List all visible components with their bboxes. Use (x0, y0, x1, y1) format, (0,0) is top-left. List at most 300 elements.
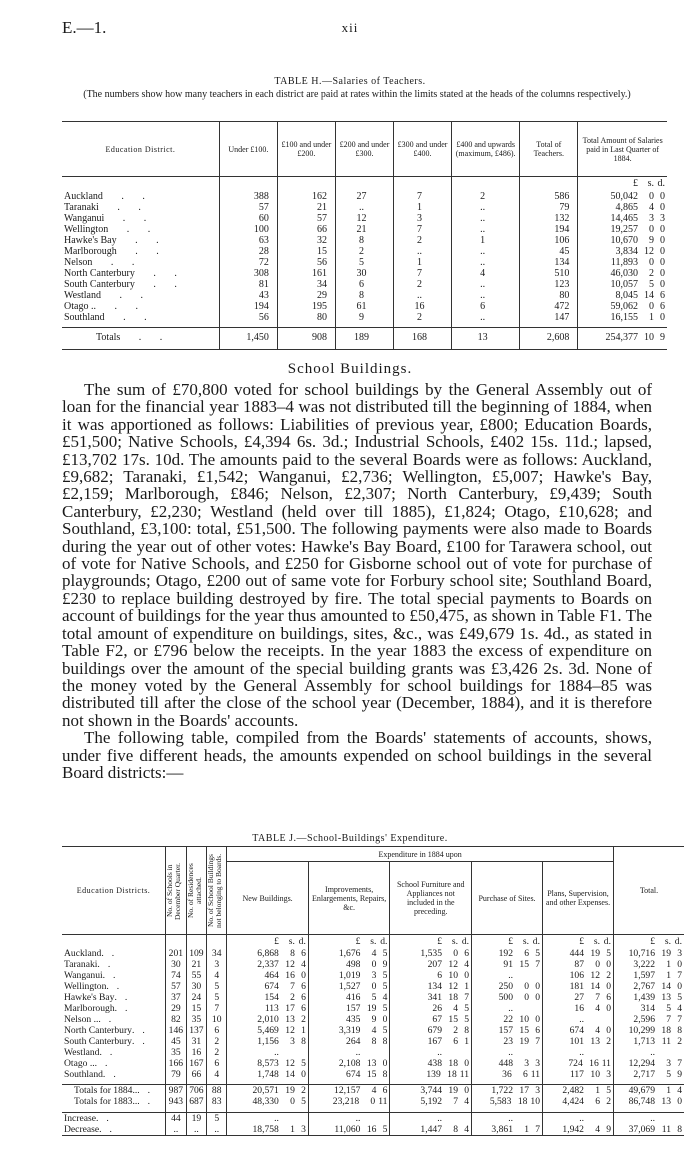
pence: 5 (382, 947, 388, 959)
pounds: 139 (426, 1068, 441, 1080)
table-h-note: (The numbers show how many teachers in each district are paid at rates within the limits stated at the heads of the columns respectively.) (83, 89, 631, 100)
pounds: 5,192 (420, 1096, 443, 1107)
money-e (543, 1014, 614, 1025)
shillings: 18 (661, 1024, 671, 1036)
cell-c2: 29 (277, 290, 335, 301)
shillings (445, 1113, 458, 1124)
cell-c4: 168 (394, 328, 452, 350)
amount-pence: 9 (660, 332, 665, 343)
pounds: .. (579, 1112, 584, 1124)
money-t (613, 1058, 684, 1069)
shillings: 16 (589, 1057, 599, 1069)
pence: 3 (606, 1068, 611, 1080)
shillings: 6 (453, 1035, 459, 1047)
pounds: .. (355, 1046, 361, 1058)
money-d (472, 1112, 543, 1124)
pence: 3 (535, 1085, 540, 1096)
table-j-totals-row (62, 1096, 684, 1107)
header-text: No. of Residences attached. (185, 863, 203, 918)
amount-shillings: 0 (649, 256, 654, 268)
count-n2: .. (186, 1124, 207, 1136)
pounds: 12,294 (628, 1057, 655, 1069)
money-b (308, 1014, 390, 1025)
count-n2: 21 (186, 959, 207, 970)
money-e (543, 970, 614, 981)
pence: 6 (382, 1085, 388, 1096)
unit-s: s. (370, 935, 377, 947)
unit-d: d. (657, 178, 665, 190)
count-n3: 5 (207, 992, 227, 1003)
table-j-row (62, 948, 684, 959)
money-b (308, 1058, 390, 1069)
unit-s: s. (647, 178, 654, 190)
pence: 0 (606, 980, 611, 992)
leader-dots: .. (137, 1085, 159, 1096)
table-j-header-4: New Buildings. (227, 862, 309, 935)
amount-cell (578, 213, 667, 224)
pence: 2 (606, 1096, 611, 1107)
district-name (62, 213, 219, 224)
count-n3: 34 (207, 948, 227, 959)
count-n1: 79 (166, 1069, 187, 1080)
shillings: 16 (366, 1123, 377, 1135)
district-name (62, 235, 219, 246)
pence: 11 (459, 1068, 470, 1080)
cell-c5: .. (452, 246, 520, 257)
leader-dots: .. (97, 958, 119, 970)
shillings: 8 (371, 1035, 377, 1047)
cell-total: 106 (520, 235, 578, 246)
table-j-header-8: Plans, Supervision, and other Expenses. (543, 862, 614, 935)
cell-total: 2,608 (520, 328, 578, 350)
leader-dots: .. (102, 969, 124, 981)
pounds: .. (508, 1046, 513, 1058)
table-h (62, 121, 667, 350)
shillings: 12 (448, 958, 459, 970)
pounds: 1,942 (562, 1123, 584, 1135)
amount-cell (578, 301, 667, 312)
leader-dots: .. (137, 1096, 159, 1107)
district-name (62, 1085, 166, 1097)
pence: 8 (677, 1123, 682, 1135)
district-name (62, 1058, 166, 1069)
amount-pence: 0 (660, 256, 665, 268)
money-b (308, 959, 390, 970)
pounds: 500 (498, 991, 513, 1003)
district-label: Decrease (64, 1123, 100, 1135)
count-n2: 687 (186, 1096, 207, 1107)
district-name (62, 1069, 166, 1080)
pounds: 48,330 (252, 1096, 279, 1107)
pounds: .. (355, 1112, 361, 1124)
cell-total: 510 (520, 268, 578, 279)
pounds: 36 (502, 1068, 512, 1080)
shillings: 5 (371, 991, 377, 1003)
cell-c4: 7 (394, 224, 452, 235)
pounds: 314 (640, 1002, 655, 1014)
shillings: 0 (371, 958, 377, 970)
pounds: 1,713 (633, 1035, 655, 1047)
pounds: 1,019 (338, 969, 361, 981)
pounds: 1,535 (420, 947, 443, 959)
cell-c5: 2 (452, 191, 520, 202)
cell-c5: .. (452, 279, 520, 290)
pounds: 117 (569, 1068, 584, 1080)
pence: 3 (677, 947, 682, 959)
unit-s: s. (522, 935, 529, 947)
shillings: 12 (285, 958, 295, 970)
table-h-row (62, 301, 667, 312)
money-e (543, 1085, 614, 1097)
pounds: 154 (264, 991, 279, 1003)
pence: 3 (301, 1123, 306, 1135)
money-b (308, 1069, 390, 1080)
pounds: 11,060 (334, 1123, 361, 1135)
shillings (363, 1113, 376, 1124)
shillings: 4 (595, 1002, 600, 1014)
pence: 4 (464, 958, 470, 970)
table-h-totals-row (62, 328, 667, 350)
cell-c4: 3 (394, 213, 452, 224)
cell-c3: 6 (335, 279, 393, 290)
pence: 5 (301, 1096, 306, 1107)
count-n1: .. (166, 1124, 187, 1136)
money-a (227, 1036, 309, 1047)
table-h-header-6: Total of Teachers. (520, 122, 578, 177)
money-d (472, 981, 543, 992)
units-cell (472, 935, 543, 948)
pounds: .. (650, 1112, 655, 1124)
count-n2: 19 (186, 1112, 207, 1124)
money-a (227, 1124, 309, 1136)
table-j-header-2 (186, 847, 207, 935)
pence: 2 (606, 1035, 611, 1047)
amount-pence: 0 (660, 311, 665, 323)
shillings: 14 (661, 980, 671, 992)
pounds: 10,299 (628, 1024, 655, 1036)
amount-shillings: 0 (649, 190, 654, 202)
table-h-row (62, 191, 667, 202)
pence (298, 1047, 306, 1058)
count-n3: 4 (207, 1069, 227, 1080)
money-b (308, 1096, 390, 1107)
shillings (587, 1113, 600, 1124)
pounds: 1,722 (491, 1085, 513, 1096)
district-name (62, 301, 219, 312)
shillings: 1 (666, 1085, 671, 1096)
pence: 10 (530, 1096, 540, 1107)
pounds: .. (579, 1013, 584, 1025)
district-name (62, 981, 166, 992)
pence: 5 (382, 980, 388, 992)
shillings: 0 (453, 947, 459, 959)
unit-l: £ (274, 935, 279, 947)
pence: 5 (464, 1013, 470, 1025)
pence (379, 1047, 387, 1058)
table-h-header-5: £400 and upwards (maximum, £486). (452, 122, 520, 177)
unit-l: £ (650, 935, 655, 947)
shillings: 3 (666, 1057, 671, 1069)
cell-total: 45 (520, 246, 578, 257)
table-j-diff-row (62, 1112, 684, 1124)
shillings: 0 (524, 991, 529, 1003)
pence: 5 (606, 1085, 611, 1096)
shillings: 18 (448, 1057, 459, 1069)
page-number: xii (341, 20, 359, 35)
report-code: E.—1. (62, 18, 107, 37)
table-j-title: TABLE J.—School-Buildings' Expenditure. (252, 833, 448, 844)
unit-d: d. (603, 935, 611, 947)
shillings (658, 1113, 671, 1124)
shillings: 10 (519, 1013, 529, 1025)
shillings: 19 (285, 1085, 295, 1096)
table-h-row (62, 290, 667, 301)
money-a (227, 1112, 309, 1124)
cell-c2: 32 (277, 235, 335, 246)
pence: 0 (535, 980, 540, 992)
pounds: 1,447 (420, 1123, 443, 1135)
pence: 3 (535, 1057, 540, 1069)
leader-dots: .. (101, 947, 123, 959)
pence: 11 (530, 1068, 540, 1080)
shillings (282, 1113, 295, 1124)
money-t (613, 1003, 684, 1014)
shillings: 8 (453, 1123, 459, 1135)
count-n3: 3 (207, 959, 227, 970)
pounds: 10,716 (628, 947, 655, 959)
table-j-units-row (62, 935, 684, 948)
amount-shillings: 10 (644, 332, 654, 343)
pence: 0 (535, 1013, 540, 1025)
district-label: Southland (64, 311, 105, 323)
shillings: 12 (590, 969, 600, 981)
units-cell (390, 935, 472, 948)
money-d (472, 992, 543, 1003)
money-d (472, 1014, 543, 1025)
leader-dots: . . (117, 201, 149, 213)
pence: 5 (382, 1024, 388, 1036)
pence: 0 (606, 1024, 611, 1036)
pence: 11 (601, 1057, 611, 1069)
count-n1: 44 (166, 1112, 187, 1124)
pounds: 157 (498, 1024, 513, 1036)
district-label: Nelson (64, 256, 93, 268)
pounds: 674 (569, 1024, 584, 1036)
shillings: 19 (661, 947, 671, 959)
pence (532, 1003, 540, 1014)
amount-shillings: 0 (649, 223, 654, 235)
unit-d: d. (674, 935, 682, 947)
money-t (613, 1036, 684, 1047)
table-j-row (62, 959, 684, 970)
shillings: 11 (661, 1123, 671, 1135)
cell-total: 134 (520, 257, 578, 268)
unit-l: £ (508, 935, 513, 947)
unit-l: £ (437, 935, 443, 947)
amount-pounds: 10,670 (610, 234, 638, 246)
pence: 7 (677, 1013, 682, 1025)
pence: 4 (677, 1085, 682, 1096)
cell-c5: 1 (452, 235, 520, 246)
pence: 0 (606, 1002, 611, 1014)
cell-c2: 34 (277, 279, 335, 290)
district-label: Marlborough (64, 1002, 115, 1014)
table-j-row (62, 992, 684, 1003)
district-name (62, 1112, 166, 1124)
count-n3: 5 (207, 1112, 227, 1124)
shillings (516, 970, 529, 981)
shillings: 19 (366, 1002, 377, 1014)
district-label: Totals for 1884.. (74, 1085, 138, 1096)
header-text: No. of School Buildings not belonging to Boards. (206, 853, 224, 928)
unit-s: s. (288, 935, 295, 947)
pence: 6 (301, 1002, 306, 1014)
money-a (227, 1003, 309, 1014)
table-h-row (62, 268, 667, 279)
shillings: 18 (447, 1068, 457, 1080)
cell-total: 123 (520, 279, 578, 290)
money-a (227, 1058, 309, 1069)
leader-dots: . . (138, 332, 171, 343)
amount-pence: 3 (660, 212, 665, 224)
pence: 11 (378, 1096, 388, 1107)
leader-dots: .. (114, 1002, 136, 1014)
pence: 5 (606, 947, 611, 959)
pounds: 6,868 (257, 947, 279, 959)
shillings: 4 (595, 1024, 600, 1036)
amount-shillings: 12 (644, 245, 654, 257)
amount-shillings: 1 (649, 311, 654, 323)
money-a (227, 1096, 309, 1107)
pence (461, 1113, 469, 1124)
money-e (543, 1047, 614, 1058)
shillings: 7 (666, 1013, 671, 1025)
shillings: 3 (524, 1057, 529, 1069)
pounds: 5,469 (257, 1024, 279, 1036)
money-d (472, 959, 543, 970)
cell-c2: 80 (277, 312, 335, 323)
money-t (613, 948, 684, 959)
pounds: 134 (427, 980, 443, 992)
money-c (390, 1112, 472, 1124)
count-n2: 15 (186, 1003, 207, 1014)
table-h-header-4: £300 and under £400. (394, 122, 452, 177)
money-e (543, 1036, 614, 1047)
table-h-row (62, 312, 667, 323)
table-j-header-1 (166, 847, 187, 935)
shillings: 6 (522, 1068, 528, 1080)
cell-c3: 2 (335, 246, 393, 257)
money-d (472, 970, 543, 981)
count-n1: 146 (166, 1025, 187, 1036)
cell-total: 80 (520, 290, 578, 301)
pounds: 1,439 (633, 991, 655, 1003)
count-n1: 35 (166, 1047, 187, 1058)
count-n1: 30 (166, 959, 187, 970)
cell-c1: 56 (219, 312, 277, 323)
money-c (390, 1025, 472, 1036)
shillings: 4 (371, 947, 377, 959)
table-h-header-1: Under £100. (219, 122, 277, 177)
leader-dots: .. (131, 1024, 153, 1036)
pounds: 6 (437, 969, 443, 981)
amount-shillings: 0 (649, 300, 654, 312)
district-label: Hawke's Bay (64, 991, 115, 1003)
district-name (62, 959, 166, 970)
amount-pence: 0 (660, 201, 665, 213)
shillings: 0 (370, 1096, 376, 1107)
section-body (62, 381, 652, 781)
count-n3: 6 (207, 1025, 227, 1036)
count-n1: 29 (166, 1003, 187, 1014)
shillings: 13 (366, 1057, 377, 1069)
shillings: 16 (285, 969, 295, 981)
pounds: 498 (346, 958, 361, 970)
pence: 9 (606, 1123, 611, 1135)
cell-c2: 908 (277, 328, 335, 350)
cell-c1: 1,450 (219, 328, 277, 350)
cell-c1: 100 (219, 224, 277, 235)
district-label: Marlborough (64, 245, 117, 257)
pence: 6 (606, 991, 611, 1003)
pounds: 49,679 (628, 1085, 655, 1096)
district-name (62, 948, 166, 959)
table-h-row (62, 257, 667, 268)
count-n1: 57 (166, 981, 187, 992)
pounds: 167 (427, 1035, 443, 1047)
money-e (543, 1096, 614, 1107)
count-n1: 987 (166, 1085, 187, 1097)
money-d (472, 1003, 543, 1014)
cell-c3: 189 (335, 328, 393, 350)
money-b (308, 1003, 390, 1014)
cell-c4: 1 (394, 257, 452, 268)
money-t (613, 1025, 684, 1036)
pounds: 181 (569, 980, 584, 992)
money-t (613, 1112, 684, 1124)
leader-dots: .. (106, 980, 128, 992)
money-b (308, 1085, 390, 1097)
pence: 4 (464, 1123, 470, 1135)
pence (461, 1047, 469, 1058)
shillings: 19 (519, 1035, 529, 1047)
district-label: North Canterbury (64, 1024, 132, 1036)
table-h-row (62, 213, 667, 224)
money-b (308, 1025, 390, 1036)
district-label: Totals for 1883.. (74, 1096, 138, 1107)
cell-c5: .. (452, 202, 520, 213)
shillings: 15 (519, 958, 529, 970)
money-c (390, 1036, 472, 1047)
money-e (543, 1124, 614, 1136)
money-e (543, 1069, 614, 1080)
money-t (613, 1014, 684, 1025)
cell-c1: 60 (219, 213, 277, 224)
count-n2: 31 (186, 1036, 207, 1047)
pence: 7 (535, 1035, 540, 1047)
pounds: 3,861 (491, 1123, 513, 1135)
leader-dots: .. (114, 991, 136, 1003)
pounds: 448 (498, 1057, 513, 1069)
amount-pence: 0 (660, 245, 665, 257)
cell-c4: 2 (394, 235, 452, 246)
money-a (227, 959, 309, 970)
pounds: 438 (427, 1057, 443, 1069)
count-n3: .. (207, 1124, 227, 1136)
shillings: 0 (290, 1096, 295, 1107)
pence: 0 (382, 1013, 388, 1025)
pounds: 16 (574, 1002, 584, 1014)
